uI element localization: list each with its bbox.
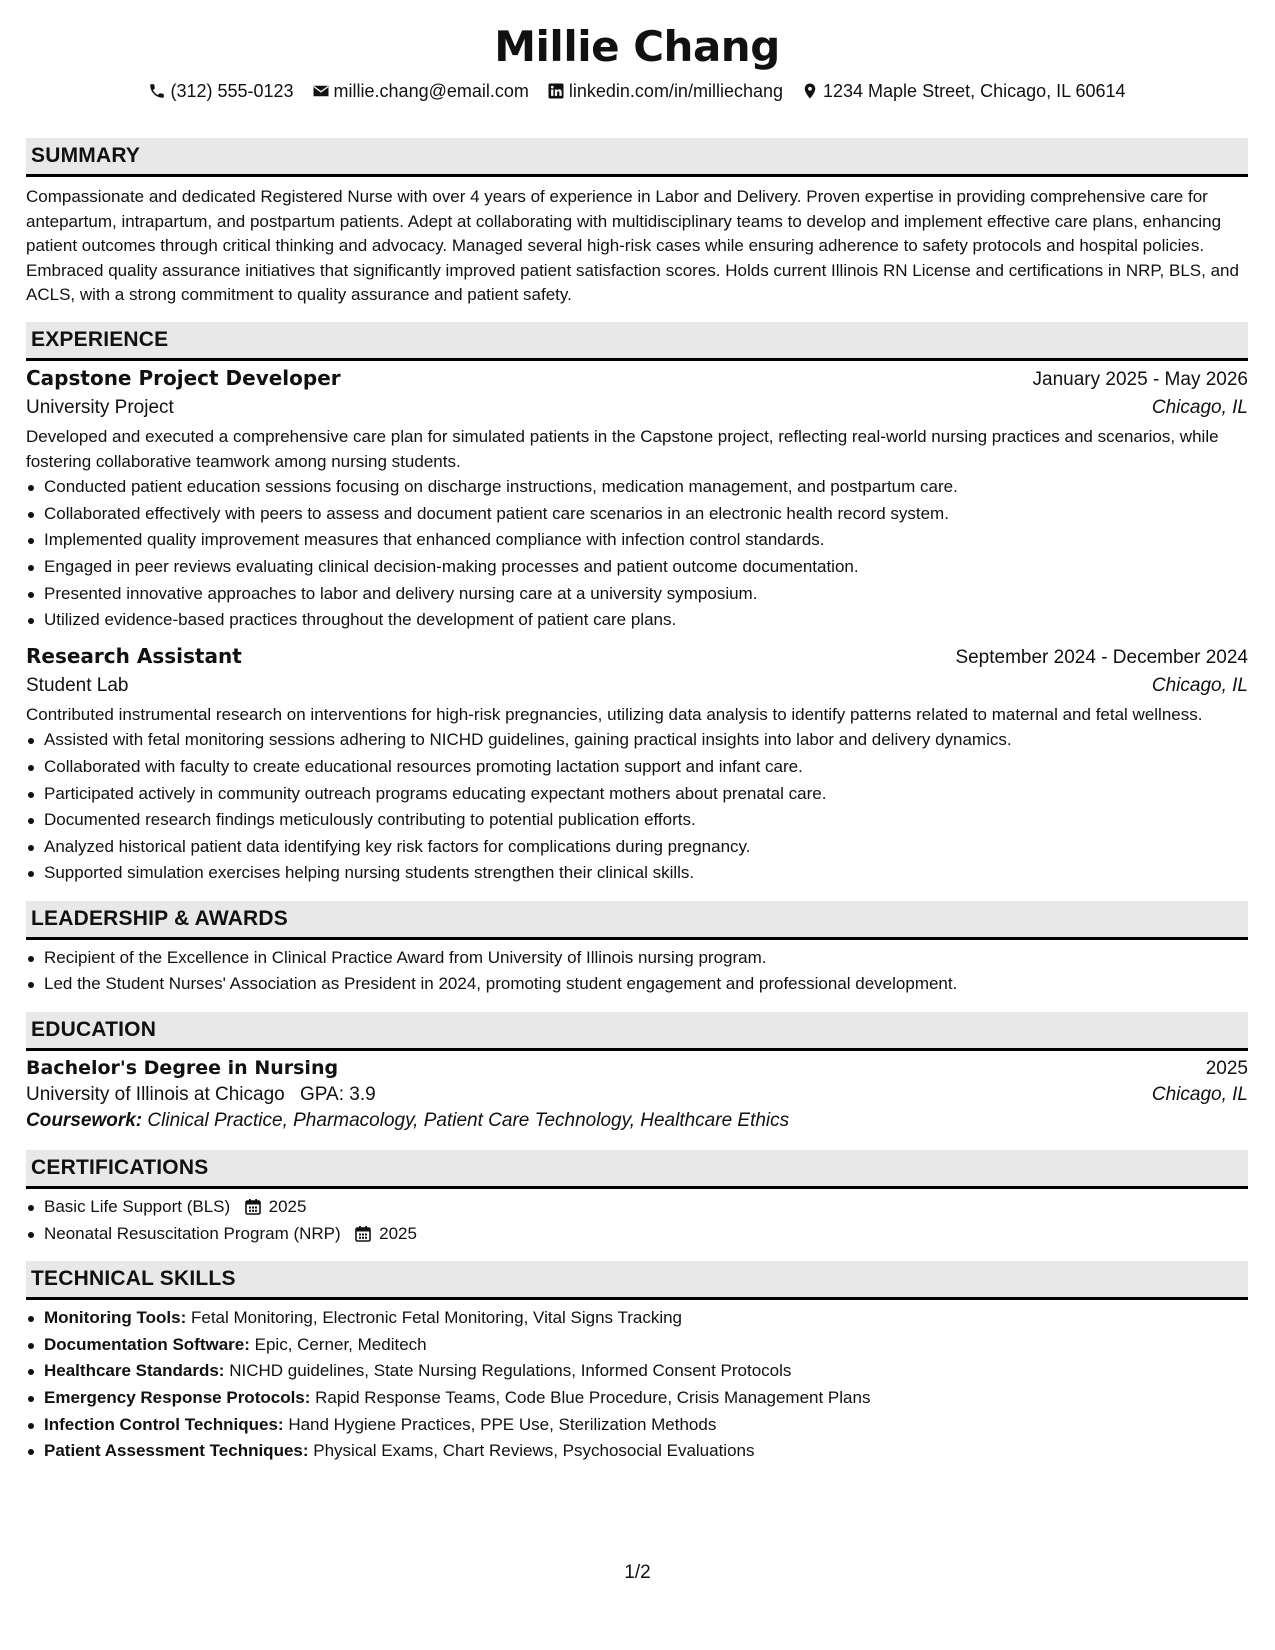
list-item: Conducted patient education sessions focusing on discharge instructions, medication management, and postpartum care. xyxy=(44,474,1248,501)
skill-value: Rapid Response Teams, Code Blue Procedure, Crisis Management Plans xyxy=(315,1388,871,1408)
email-link[interactable]: millie.chang@email.com xyxy=(333,80,529,101)
job-title: Capstone Project Developer xyxy=(26,365,341,390)
linkedin-icon xyxy=(547,82,565,100)
job-bullets xyxy=(26,727,1248,887)
experience-entry xyxy=(26,366,1248,634)
skills-list xyxy=(26,1305,1248,1465)
list-item: Participated actively in community outreach programs educating expectant mothers about prenatal care. xyxy=(44,781,1248,808)
section-heading-leadership: LEADERSHIP & AWARDS xyxy=(26,901,1248,940)
list-item: Collaborated effectively with peers to assess and document patient care scenarios in an electronic health record system. xyxy=(44,501,1248,528)
leadership-list xyxy=(26,945,1248,998)
summary-text: Compassionate and dedicated Registered Nurse with over 4 years of experience in Labor and Delivery. Proven expertise in providing comprehensive care for antepartum, intrapartum, and postpartum patients. Adept at collaborating with multidisciplinary teams to develop and implement effective care plans, enhancing patient outcomes through critical thinking and advocacy. Managed several high-risk cases while ensuring adherence to safety protocols and hospital policies. Embraced quality assurance initiatives that significantly improved patient satisfaction scores. Holds current Illinois RN License and certifications in NRP, BLS, and ACLS, with a strong commitment to quality assurance and patient safety. xyxy=(26,187,1239,305)
certification-name: Neonatal Resuscitation Program (NRP) xyxy=(44,1223,341,1243)
candidate-name: Millie Chang xyxy=(494,22,780,71)
coursework xyxy=(26,1110,1248,1132)
coursework-list: Clinical Practice, Pharmacology, Patient Care Technology, Healthcare Ethics xyxy=(147,1110,790,1132)
skill-value: Fetal Monitoring, Electronic Fetal Monitoring, Vital Signs Tracking xyxy=(191,1308,683,1328)
linkedin-link[interactable]: linkedin.com/in/milliechang xyxy=(568,80,783,101)
certification-item xyxy=(44,1194,1248,1221)
school-name: University of Illinois at Chicago xyxy=(26,1084,285,1106)
skill-item xyxy=(44,1305,1248,1332)
skill-item xyxy=(44,1438,1248,1465)
skill-item xyxy=(44,1358,1248,1385)
list-item: Analyzed historical patient data identifying key risk factors for complications during pregnancy. xyxy=(44,834,1248,861)
graduation-year: 2025 xyxy=(1205,1058,1248,1080)
skill-label: Infection Control Techniques: xyxy=(44,1414,284,1434)
degree-title: Bachelor's Degree in Nursing xyxy=(26,1057,339,1080)
certification-year: 2025 xyxy=(268,1197,307,1217)
job-bullets xyxy=(26,474,1248,634)
contact-phone xyxy=(148,81,293,102)
job-title: Research Assistant xyxy=(26,643,242,668)
job-description: Developed and executed a comprehensive care plan for simulated patients in the Capstone project, reflecting real-world nursing practices and scenarios, while fostering collaborative teamwork among nursing students. xyxy=(26,426,1219,471)
school-location: Chicago, IL xyxy=(1151,1084,1248,1106)
experience-entry xyxy=(26,644,1248,887)
list-item: Utilized evidence-based practices throughout the development of patient care plans. xyxy=(44,607,1248,634)
job-description: Contributed instrumental research on interventions for high-risk pregnancies, utilizing data analysis to identify patterns related to maternal and fetal wellness. xyxy=(26,704,1203,724)
certifications-list xyxy=(26,1194,1248,1247)
list-item: Recipient of the Excellence in Clinical Practice Award from University of Illinois nursing program. xyxy=(44,945,1248,972)
calendar-icon xyxy=(245,1198,261,1215)
list-item: Documented research findings meticulously contributing to potential publication efforts. xyxy=(44,807,1248,834)
resume-page xyxy=(26,0,1248,1465)
list-item: Supported simulation exercises helping nursing students strengthen their clinical skills. xyxy=(44,860,1248,887)
envelope-icon xyxy=(312,82,330,100)
job-organization: University Project xyxy=(26,396,174,418)
list-item: Engaged in peer reviews evaluating clinical decision-making processes and patient outcome documentation. xyxy=(44,554,1248,581)
contact-bar xyxy=(26,78,1248,104)
job-dates: January 2025 - May 2026 xyxy=(1032,368,1248,390)
skill-item xyxy=(44,1412,1248,1439)
coursework-label: Coursework: xyxy=(26,1110,143,1132)
contact-address xyxy=(801,81,1126,102)
map-pin-icon xyxy=(801,82,819,100)
list-item: Led the Student Nurses' Association as President in 2024, promoting student engagement and professional development. xyxy=(44,971,1248,998)
phone-icon xyxy=(148,82,166,100)
skill-label: Patient Assessment Techniques: xyxy=(44,1441,309,1461)
section-heading-skills: TECHNICAL SKILLS xyxy=(26,1261,1248,1300)
contact-email[interactable] xyxy=(312,81,529,102)
section-heading-certifications: CERTIFICATIONS xyxy=(26,1150,1248,1189)
gpa: GPA: 3.9 xyxy=(300,1084,376,1106)
skill-item xyxy=(44,1385,1248,1412)
certification-item xyxy=(44,1221,1248,1248)
certification-name: Basic Life Support (BLS) xyxy=(44,1197,231,1217)
contact-linkedin[interactable] xyxy=(547,81,783,102)
education-entry xyxy=(26,1057,1248,1132)
list-item: Implemented quality improvement measures that enhanced compliance with infection control standards. xyxy=(44,527,1248,554)
skill-item xyxy=(44,1332,1248,1359)
job-location: Chicago, IL xyxy=(1151,396,1248,418)
skill-label: Emergency Response Protocols: xyxy=(44,1388,311,1408)
address-text: 1234 Maple Street, Chicago, IL 60614 xyxy=(823,80,1126,101)
section-heading-education: EDUCATION xyxy=(26,1012,1248,1051)
list-item: Presented innovative approaches to labor and delivery nursing care at a university symposium. xyxy=(44,581,1248,608)
page-number: 1/2 xyxy=(624,1562,651,1583)
skill-label: Healthcare Standards: xyxy=(44,1361,225,1381)
skill-value: Physical Exams, Chart Reviews, Psychosocial Evaluations xyxy=(313,1441,755,1461)
skill-label: Documentation Software: xyxy=(44,1334,250,1354)
skill-label: Monitoring Tools: xyxy=(44,1308,187,1328)
skill-value: Epic, Cerner, Meditech xyxy=(254,1334,427,1354)
skill-value: NICHD guidelines, State Nursing Regulations, Informed Consent Protocols xyxy=(229,1361,792,1381)
list-item: Assisted with fetal monitoring sessions adhering to NICHD guidelines, gaining practical insights into labor and delivery dynamics. xyxy=(44,727,1248,754)
job-organization: Student Lab xyxy=(26,674,129,696)
job-dates: September 2024 - December 2024 xyxy=(955,646,1248,668)
job-location: Chicago, IL xyxy=(1151,674,1248,696)
list-item: Collaborated with faculty to create educational resources promoting lactation support and infant care. xyxy=(44,754,1248,781)
phone-text: (312) 555-0123 xyxy=(170,80,294,101)
section-heading-summary: SUMMARY xyxy=(26,138,1248,177)
calendar-icon xyxy=(355,1225,371,1242)
skill-value: Hand Hygiene Practices, PPE Use, Sterilization Methods xyxy=(288,1414,717,1434)
certification-year: 2025 xyxy=(379,1223,417,1243)
section-heading-experience: EXPERIENCE xyxy=(26,322,1248,361)
